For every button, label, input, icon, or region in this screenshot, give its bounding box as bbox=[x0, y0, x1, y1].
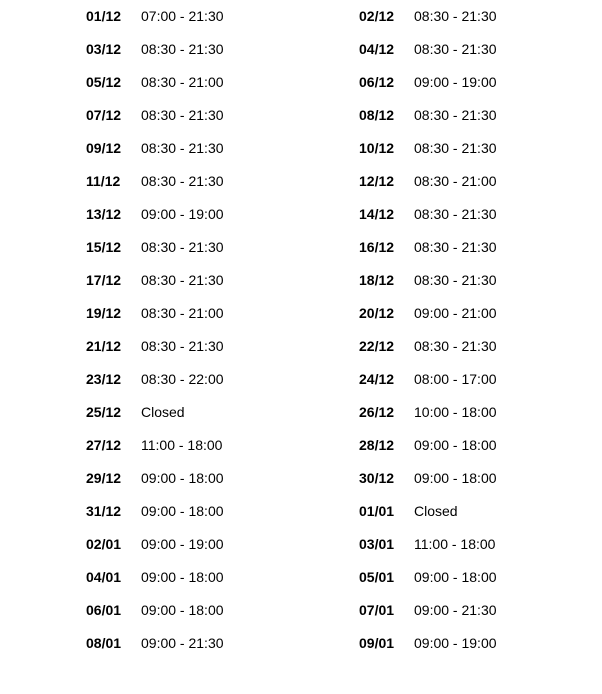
schedule-date: 16/12 bbox=[359, 239, 395, 255]
schedule-hours: 08:30 - 21:30 bbox=[414, 206, 497, 222]
schedule-hours: 09:00 - 18:00 bbox=[141, 470, 224, 486]
schedule-date: 18/12 bbox=[359, 272, 395, 288]
schedule-hours: Closed bbox=[141, 404, 185, 420]
schedule-hours: 08:30 - 21:30 bbox=[141, 239, 224, 255]
schedule-hours: 11:00 - 18:00 bbox=[141, 437, 223, 453]
schedule-date: 19/12 bbox=[86, 305, 122, 321]
schedule-date: 10/12 bbox=[359, 140, 395, 156]
schedule-date: 23/12 bbox=[86, 371, 122, 387]
schedule-date: 14/12 bbox=[359, 206, 395, 222]
schedule-date: 04/01 bbox=[86, 569, 122, 585]
schedule-hours: 09:00 - 19:00 bbox=[141, 206, 224, 222]
schedule-date: 29/12 bbox=[86, 470, 122, 486]
schedule-date: 09/12 bbox=[86, 140, 122, 156]
schedule-hours: 08:30 - 21:30 bbox=[414, 140, 497, 156]
schedule-date: 07/12 bbox=[86, 107, 122, 123]
schedule-date: 01/12 bbox=[86, 8, 122, 24]
schedule-date: 02/01 bbox=[86, 536, 122, 552]
schedule-hours: 09:00 - 18:00 bbox=[414, 569, 497, 585]
schedule-date: 12/12 bbox=[359, 173, 395, 189]
schedule-date: 15/12 bbox=[86, 239, 122, 255]
schedule-hours: 09:00 - 18:00 bbox=[141, 602, 224, 618]
schedule-date: 25/12 bbox=[86, 404, 122, 420]
schedule-date: 08/01 bbox=[86, 635, 122, 651]
schedule-hours: 09:00 - 21:30 bbox=[414, 602, 497, 618]
schedule-date: 03/12 bbox=[86, 41, 122, 57]
schedule-date: 05/12 bbox=[86, 74, 122, 90]
schedule-hours: 09:00 - 18:00 bbox=[414, 437, 497, 453]
schedule-hours: 08:30 - 22:00 bbox=[141, 371, 224, 387]
schedule-date: 27/12 bbox=[86, 437, 122, 453]
schedule-hours: 08:30 - 21:30 bbox=[414, 107, 497, 123]
schedule-date: 28/12 bbox=[359, 437, 395, 453]
schedule-date: 05/01 bbox=[359, 569, 395, 585]
schedule-date: 13/12 bbox=[86, 206, 122, 222]
schedule-hours: 09:00 - 18:00 bbox=[414, 470, 497, 486]
schedule-date: 03/01 bbox=[359, 536, 395, 552]
schedule-date: 30/12 bbox=[359, 470, 395, 486]
schedule-hours: 09:00 - 19:00 bbox=[414, 635, 497, 651]
schedule-hours: 09:00 - 19:00 bbox=[141, 536, 224, 552]
schedule-date: 06/01 bbox=[86, 602, 122, 618]
schedule-date: 04/12 bbox=[359, 41, 395, 57]
schedule-hours: 09:00 - 21:00 bbox=[414, 305, 497, 321]
schedule-date: 02/12 bbox=[359, 8, 395, 24]
schedule-date: 24/12 bbox=[359, 371, 395, 387]
schedule-hours: 08:30 - 21:30 bbox=[141, 338, 224, 354]
schedule-hours: 09:00 - 18:00 bbox=[141, 569, 224, 585]
schedule-date: 07/01 bbox=[359, 602, 395, 618]
schedule-hours: 08:30 - 21:30 bbox=[141, 107, 224, 123]
schedule-hours: 08:30 - 21:30 bbox=[141, 173, 224, 189]
schedule-hours: 08:30 - 21:00 bbox=[141, 74, 224, 90]
schedule-hours: 08:30 - 21:30 bbox=[141, 272, 224, 288]
schedule-hours: Closed bbox=[414, 503, 458, 519]
schedule-date: 06/12 bbox=[359, 74, 395, 90]
schedule-date: 26/12 bbox=[359, 404, 395, 420]
schedule-hours: 08:30 - 21:30 bbox=[414, 239, 497, 255]
schedule-hours: 09:00 - 19:00 bbox=[414, 74, 497, 90]
schedule-hours: 07:00 - 21:30 bbox=[141, 8, 224, 24]
schedule-date: 17/12 bbox=[86, 272, 122, 288]
schedule-hours: 09:00 - 18:00 bbox=[141, 503, 224, 519]
schedule-date: 09/01 bbox=[359, 635, 395, 651]
schedule-hours: 08:30 - 21:30 bbox=[414, 8, 497, 24]
schedule-date: 11/12 bbox=[86, 173, 121, 189]
schedule-hours: 08:30 - 21:30 bbox=[414, 41, 497, 57]
schedule-hours: 08:30 - 21:30 bbox=[414, 338, 497, 354]
schedule-hours: 08:30 - 21:00 bbox=[141, 305, 224, 321]
schedule-date: 21/12 bbox=[86, 338, 122, 354]
schedule-date: 31/12 bbox=[86, 503, 122, 519]
schedule-hours: 08:30 - 21:30 bbox=[141, 41, 224, 57]
schedule-date: 22/12 bbox=[359, 338, 395, 354]
schedule-hours: 08:30 - 21:00 bbox=[414, 173, 497, 189]
schedule-date: 01/01 bbox=[359, 503, 395, 519]
schedule-hours: 08:00 - 17:00 bbox=[414, 371, 497, 387]
schedule-date: 08/12 bbox=[359, 107, 395, 123]
schedule-hours: 08:30 - 21:30 bbox=[141, 140, 224, 156]
schedule-hours: 09:00 - 21:30 bbox=[141, 635, 224, 651]
schedule-hours: 08:30 - 21:30 bbox=[414, 272, 497, 288]
schedule-date: 20/12 bbox=[359, 305, 395, 321]
schedule-hours: 11:00 - 18:00 bbox=[414, 536, 496, 552]
schedule-hours: 10:00 - 18:00 bbox=[414, 404, 497, 420]
